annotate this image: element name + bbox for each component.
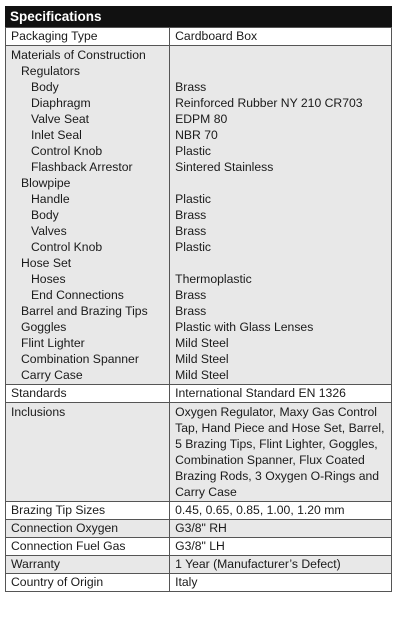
table-row-inclusions [6,403,392,502]
origin-label: Country of Origin [6,574,170,592]
construction-item-label: Hoses [31,272,66,286]
inclusions-value [170,403,392,502]
connection-oxygen-value: G3/8" RH [170,520,392,538]
construction-item-value: Thermoplastic [175,272,252,286]
construction-item-value: Mild Steel [175,352,229,366]
specifications-panel [5,6,392,592]
construction-item-label: Diaphragm [31,96,91,110]
standards-value: International Standard EN 1326 [170,385,392,403]
construction-item-label: Handle [31,192,70,206]
construction-item-value [175,255,391,271]
construction-item-value: Mild Steel [175,368,229,382]
connection-oxygen-label: Connection Oxygen [6,520,170,538]
construction-item-value: Brass [175,208,207,222]
construction-item-label: Hose Set [21,256,72,270]
construction-item-label: Flint Lighter [21,336,85,350]
construction-item-label: Valves [31,224,67,238]
construction-item-value: EDPM 80 [175,112,228,126]
warranty-label: Warranty [6,556,170,574]
table-row-connection-oxygen [6,520,392,538]
construction-item-label: Goggles [21,320,67,334]
construction-item-value: Plastic [175,144,212,158]
construction-item-value: Plastic [175,192,212,206]
construction-item-label: Combination Spanner [21,352,139,366]
construction-item-label: Carry Case [21,368,83,382]
table-row-origin [6,574,392,592]
construction-values [170,46,392,385]
construction-item-value: Plastic with Glass Lenses [175,320,314,334]
construction-item-value [175,175,391,191]
table-row-tip-sizes [6,502,392,520]
connection-fuel-value: G3/8" LH [170,538,392,556]
construction-item-value: Brass [175,224,207,238]
construction-item-label: Blowpipe [21,176,71,190]
connection-fuel-label: Connection Fuel Gas [6,538,170,556]
construction-item-label: Control Knob [31,240,103,254]
construction-item-label: End Connections [31,288,124,302]
construction-item-label: Regulators [21,64,80,78]
construction-item-label: Inlet Seal [31,128,82,142]
table-row-packaging [6,28,392,46]
construction-item-label: Body [31,208,59,222]
construction-item-value: Plastic [175,240,212,254]
specifications-table [5,27,392,592]
table-row-warranty [6,556,392,574]
packaging-value: Cardboard Box [170,28,392,46]
tip-sizes-value: 0.45, 0.65, 0.85, 1.00, 1.20 mm [170,502,392,520]
construction-item-value: Reinforced Rubber NY 210 CR703 [175,96,363,110]
inclusions-label: Inclusions [6,403,170,502]
construction-item-value: Brass [175,80,207,94]
construction-item-value: Brass [175,304,207,318]
table-row-connection-fuel [6,538,392,556]
construction-item-value: Brass [175,288,207,302]
table-row-standards [6,385,392,403]
construction-item-value [175,63,391,79]
packaging-label: Packaging Type [6,28,170,46]
specifications-title: Specifications [5,6,392,27]
tip-sizes-label: Brazing Tip Sizes [6,502,170,520]
construction-item-label: Body [31,80,59,94]
construction-item-label: Materials of Construction [11,48,146,62]
standards-label: Standards [6,385,170,403]
table-row-construction [6,46,392,385]
construction-labels [6,46,170,385]
construction-item-label: Barrel and Brazing Tips [21,304,148,318]
construction-item-label: Control Knob [31,144,103,158]
construction-item-value: Mild Steel [175,336,229,350]
construction-item-value: NBR 70 [175,128,218,142]
inclusions-text: Oxygen Regulator, Maxy Gas Control Tap, Hand Piece and Hose Set, Barrel, 5 Brazing Tips, Flint Lighter, Goggles, Combination Spanner, Flux Coated Brazing Rods, 3 Oxygen O-Rings and Carry Case [175,405,385,499]
construction-item-value [175,47,391,63]
construction-item-label: Valve Seat [31,112,90,126]
origin-value: Italy [170,574,392,592]
warranty-value: 1 Year (Manufacturer’s Defect) [170,556,392,574]
construction-item-label: Flashback Arrestor [31,160,133,174]
construction-item-value: Sintered Stainless [175,160,274,174]
